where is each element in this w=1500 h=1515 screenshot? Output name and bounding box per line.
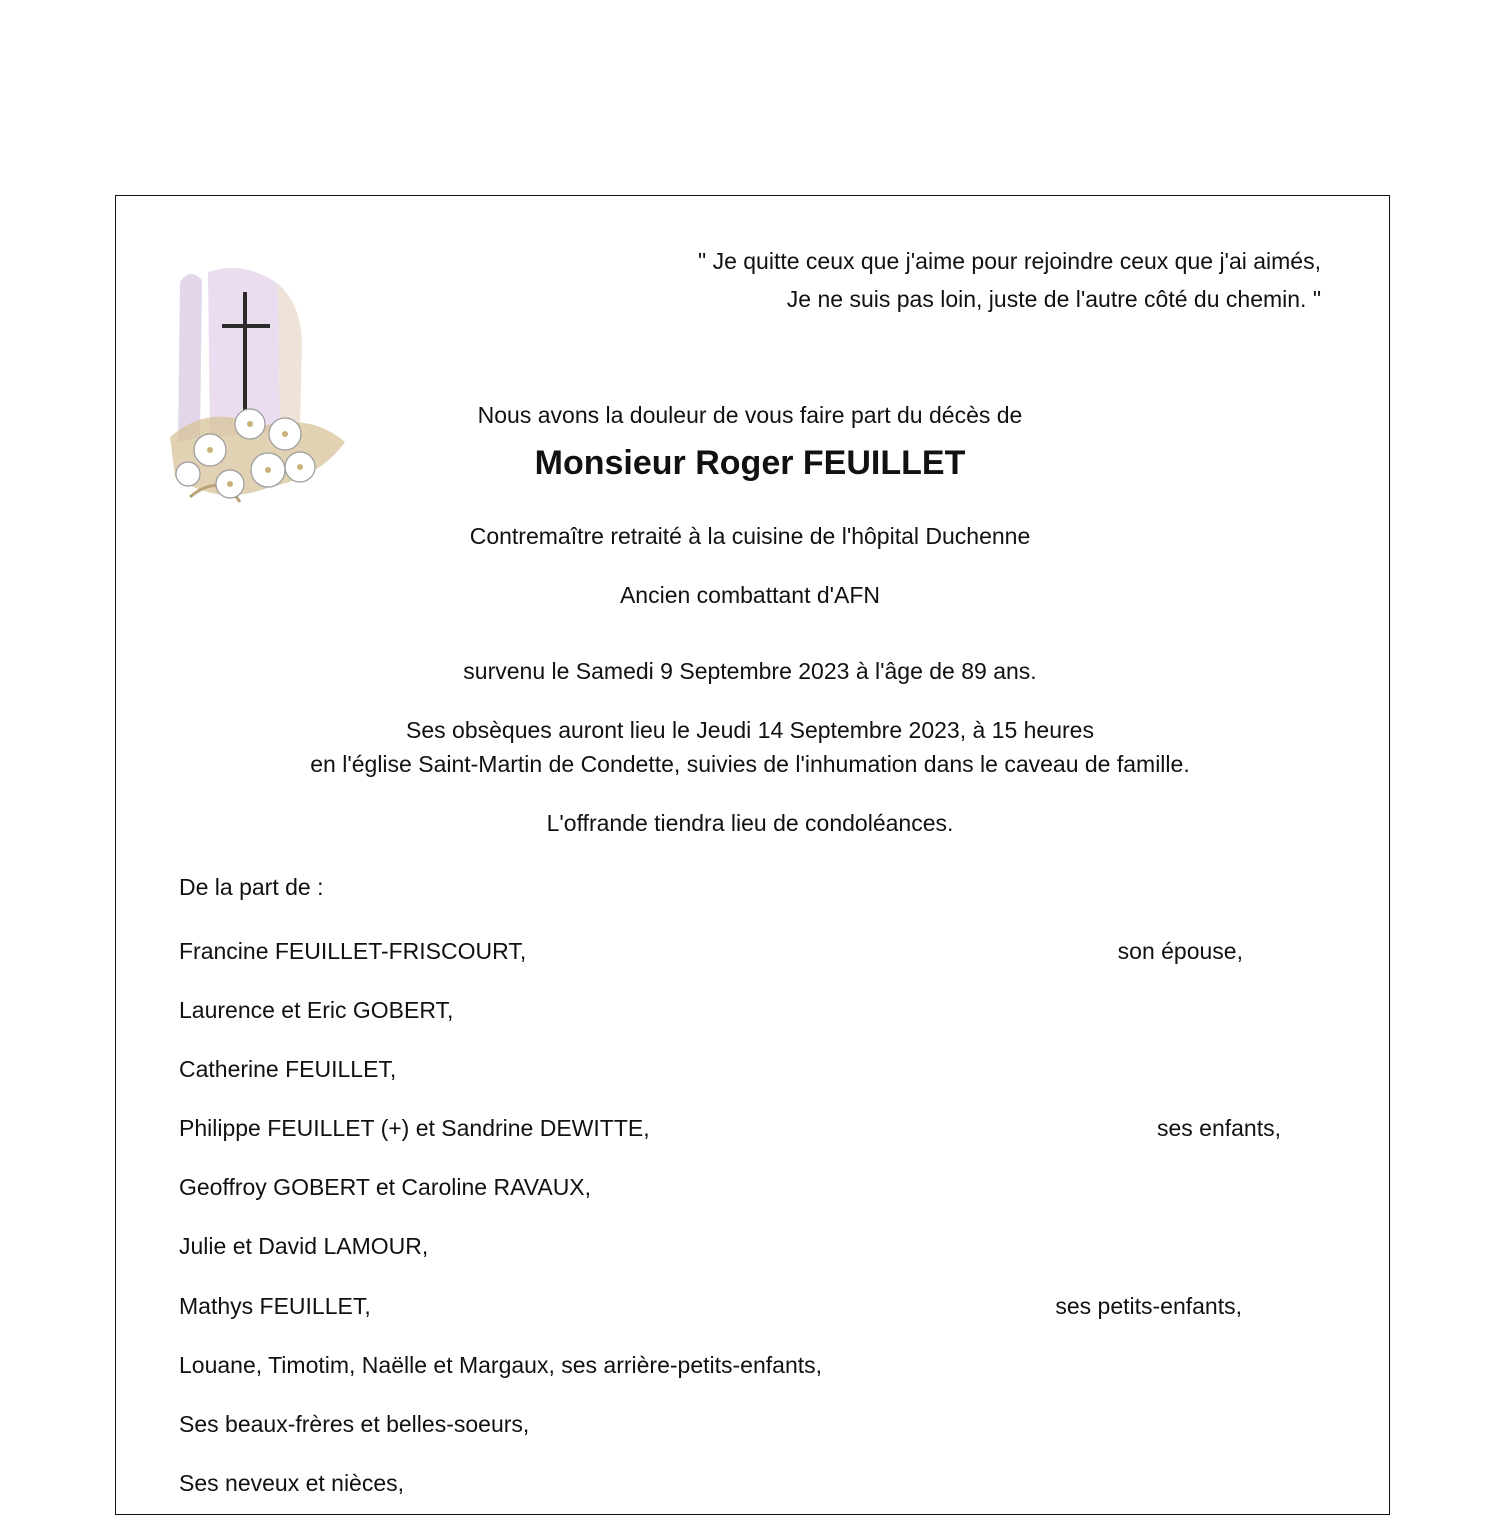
death-date-text: survenu le Samedi 9 Septembre 2023 à l'âge de 89 ans. bbox=[463, 658, 1037, 684]
family-entry-name: Julie et David LAMOUR, bbox=[179, 1233, 429, 1259]
intro-text: Nous avons la douleur de vous faire part du décès de bbox=[477, 402, 1023, 428]
family-entry-name: Catherine FEUILLET, bbox=[179, 1056, 397, 1082]
family-entry-relation: son épouse, bbox=[1117, 938, 1243, 964]
family-entry-name: Laurence et Eric GOBERT, bbox=[179, 997, 454, 1023]
family-entry-name: Louane, Timotim, Naëlle et Margaux, ses arrière-petits-enfants, bbox=[179, 1352, 823, 1378]
family-entry-name: Ses neveux et nièces, bbox=[179, 1470, 405, 1496]
family-entry-name: Francine FEUILLET-FRISCOURT, bbox=[179, 938, 527, 964]
occupation-text: Contremaître retraité à la cuisine de l'hôpital Duchenne bbox=[469, 523, 1031, 549]
offering-text: L'offrande tiendra lieu de condoléances. bbox=[546, 810, 954, 836]
family-entry-relation: ses petits-enfants, bbox=[1055, 1293, 1242, 1319]
veteran-text: Ancien combattant d'AFN bbox=[619, 582, 881, 608]
family-entry-relation: ses enfants, bbox=[1156, 1115, 1281, 1141]
family-entry-name: Philippe FEUILLET (+) et Sandrine DEWITTE, bbox=[179, 1115, 650, 1141]
family-entry-name: Geoffroy GOBERT et Caroline RAVAUX, bbox=[179, 1174, 592, 1200]
family-heading: De la part de : bbox=[179, 874, 324, 900]
funeral-line-2: en l'église Saint-Martin de Condette, suivies de l'inhumation dans le caveau de famille. bbox=[310, 751, 1190, 777]
family-entry-name: Mathys FEUILLET, bbox=[179, 1293, 371, 1319]
family-entry-name: Ses beaux-frères et belles-soeurs, bbox=[179, 1411, 530, 1437]
deceased-name: Monsieur Roger FEUILLET bbox=[534, 444, 966, 482]
quote-line-1: " Je quitte ceux que j'aime pour rejoindre ceux que j'ai aimés, bbox=[698, 248, 1321, 274]
funeral-line-1: Ses obsèques auront lieu le Jeudi 14 Septembre 2023, à 15 heures bbox=[406, 717, 1094, 743]
quote-line-2: Je ne suis pas loin, juste de l'autre côté du chemin. " bbox=[786, 286, 1321, 312]
cross-flowers-icon bbox=[150, 262, 355, 522]
